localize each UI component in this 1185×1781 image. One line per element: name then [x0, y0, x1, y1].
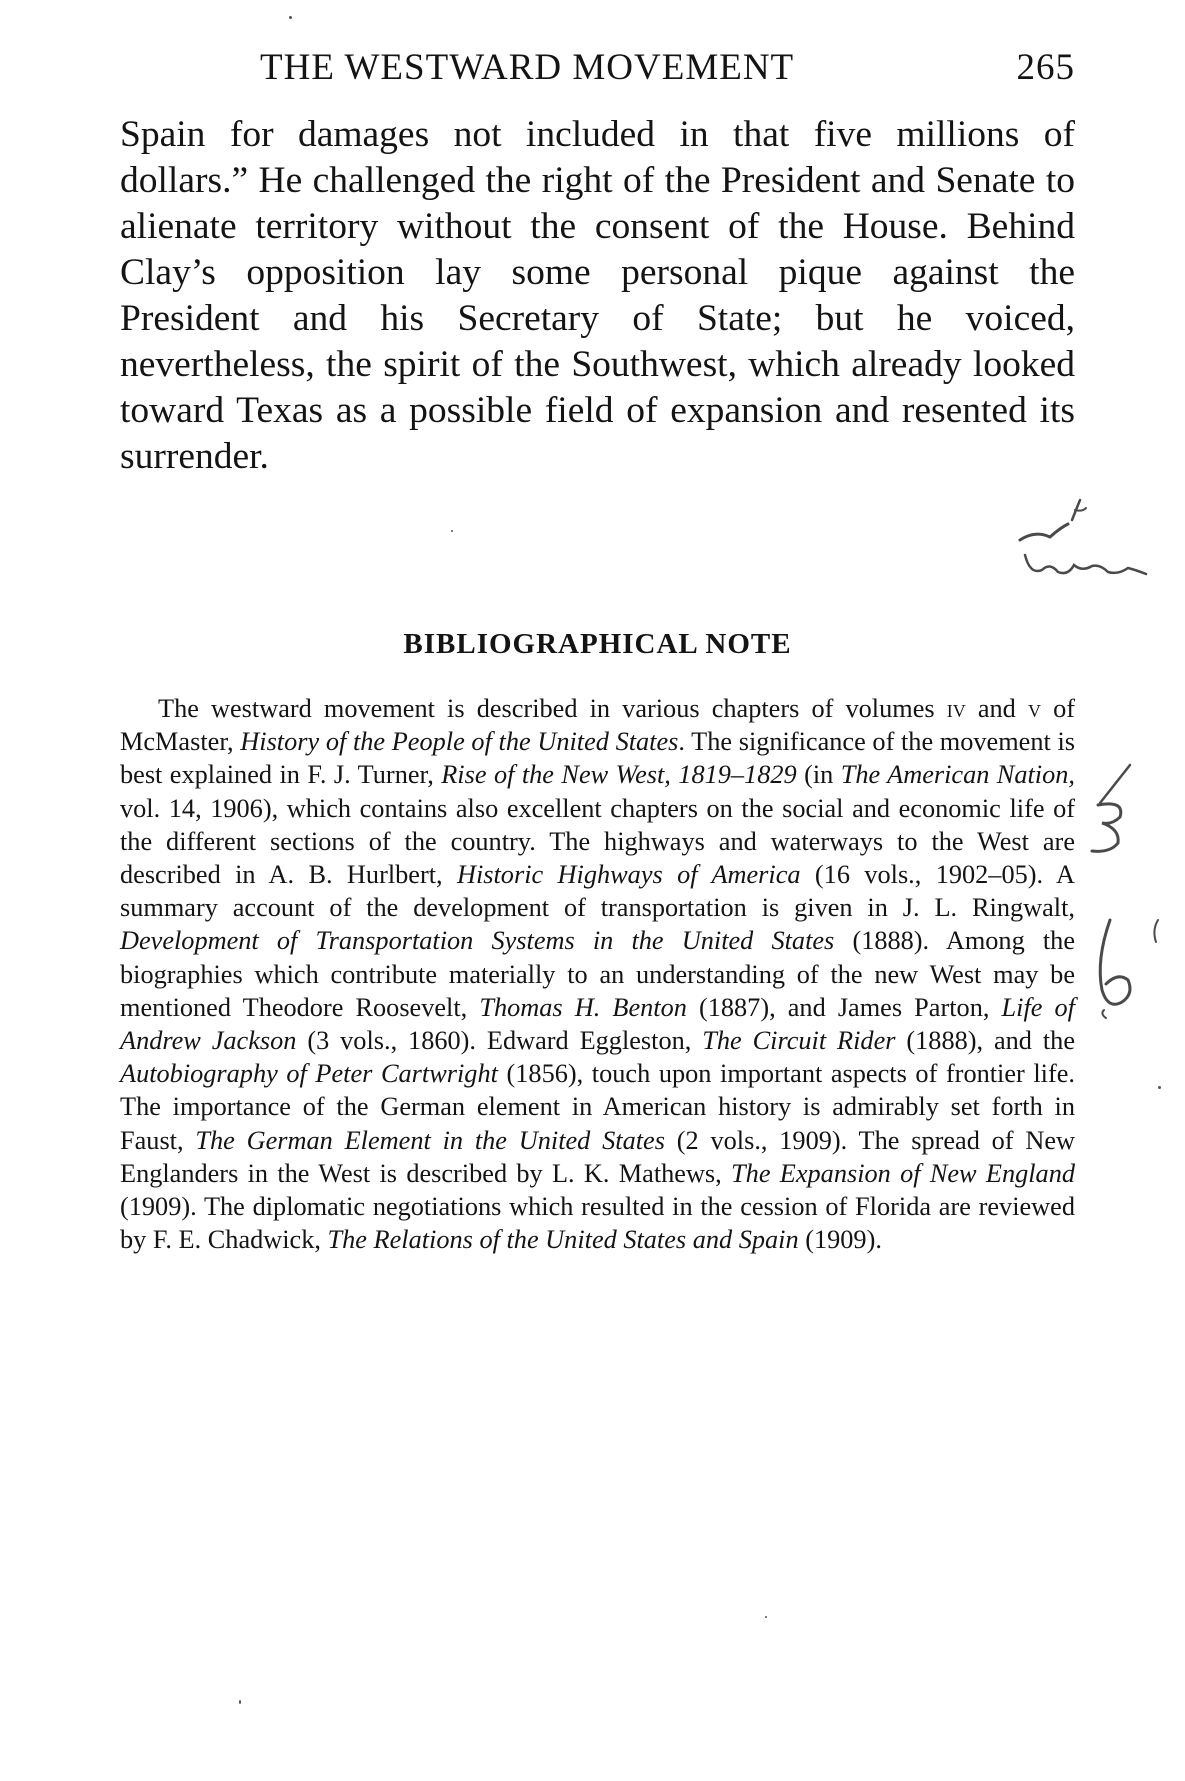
marginal-scribble-icon	[1000, 480, 1180, 600]
note-text-segment: (1888), and the	[895, 1026, 1075, 1056]
note-text-segment: (1887), and James Parton,	[686, 992, 1002, 1022]
note-book-title: History of the People of the United States	[240, 727, 679, 757]
handwritten-six-icon	[1088, 910, 1178, 1020]
running-head	[120, 46, 1075, 96]
note-text-segment: (3 vols., 1860). Edward Eggleston,	[296, 1026, 703, 1056]
note-book-title: The German Element in the United States	[195, 1125, 665, 1155]
note-text-segment: (1909). The diplomatic negotiations which resulted in the cession of Florida are reviewed by F. E. Chadwick,	[120, 1192, 1075, 1255]
running-head-title: THE WESTWARD MOVEMENT	[260, 47, 795, 88]
body-paragraph: Spain for damages not included in that five millions of dollars.” He challenged the right of the President and Senate to alienate territory without the consent of the House. Behind Clay’s opposition lay some personal pique against the President and his Secretary of State; but he voiced, nevertheless, the spirit of the Southwest, which already looked toward Texas as a possible field of expansion and resented its surrender.	[120, 114, 1075, 477]
note-book-title: Historic Highways of America	[456, 860, 801, 890]
note-book-title: The Circuit Rider	[702, 1026, 896, 1056]
note-text-segment: (1888). Among the biographies which contribute materially to an understanding of the new West may be mentioned Theodore Roosevelt,	[120, 926, 1075, 1022]
page-number: 265	[1016, 47, 1075, 88]
note-text-segment: of McMaster,	[120, 694, 1076, 757]
note-text-segment: (16 vols., 1902–05). A summary account of the development of transportation is given in J. L. Ringwalt,	[120, 860, 1075, 923]
note-text-segment: (1856), touch upon important aspects of frontier life. The importance of the German element in American history is admirably set forth in Faust,	[120, 1059, 1075, 1155]
note-text-segment: and	[965, 694, 1028, 723]
paper-speck	[1158, 1086, 1161, 1089]
note-book-title: The Relations of the United States and Spain	[327, 1225, 799, 1255]
note-text-segment: . The significance of the movement is best explained in F. J. Turner,	[120, 727, 1075, 790]
note-book-title: The Expansion of New England	[731, 1158, 1075, 1188]
note-book-title: Development of Transportation Systems in the United States	[120, 926, 835, 956]
paper-speck	[289, 16, 292, 19]
paper-speck	[765, 1616, 767, 1618]
note-text-segment: (in	[796, 760, 841, 790]
note-text-segment: vol. 14, 1906), which contains also excellent chapters on the social and economic life of the different sections of the country. The highways and waterways to the West are described in A. B. Hurlbert,	[120, 793, 1075, 890]
note-text-segment: (2 vols., 1909). The spread of New Englanders in the West is described by L. K. Mathews,	[120, 1125, 1076, 1188]
note-book-title: Life of Andrew Jackson	[120, 992, 1075, 1056]
note-book-title: Autobiography of Peter Cartwright	[120, 1059, 498, 1089]
paper-speck	[239, 1700, 241, 1704]
note-book-title: Rise of the New West, 1819–1829	[441, 760, 797, 790]
note-text-segment: The westward movement is described in various chapters of volumes	[158, 694, 947, 723]
note-book-title: Thomas H. Benton	[479, 992, 687, 1022]
bibliographical-note	[120, 692, 1075, 1256]
note-volume-numeral: v	[1027, 694, 1041, 723]
paper-speck	[451, 530, 453, 532]
note-book-title: The American Nation,	[840, 760, 1075, 790]
note-volume-numeral: iv	[946, 694, 966, 723]
section-heading: BIBLIOGRAPHICAL NOTE	[403, 628, 792, 660]
note-text-segment: (1909).	[798, 1225, 882, 1255]
handwritten-three-icon	[1080, 755, 1160, 865]
